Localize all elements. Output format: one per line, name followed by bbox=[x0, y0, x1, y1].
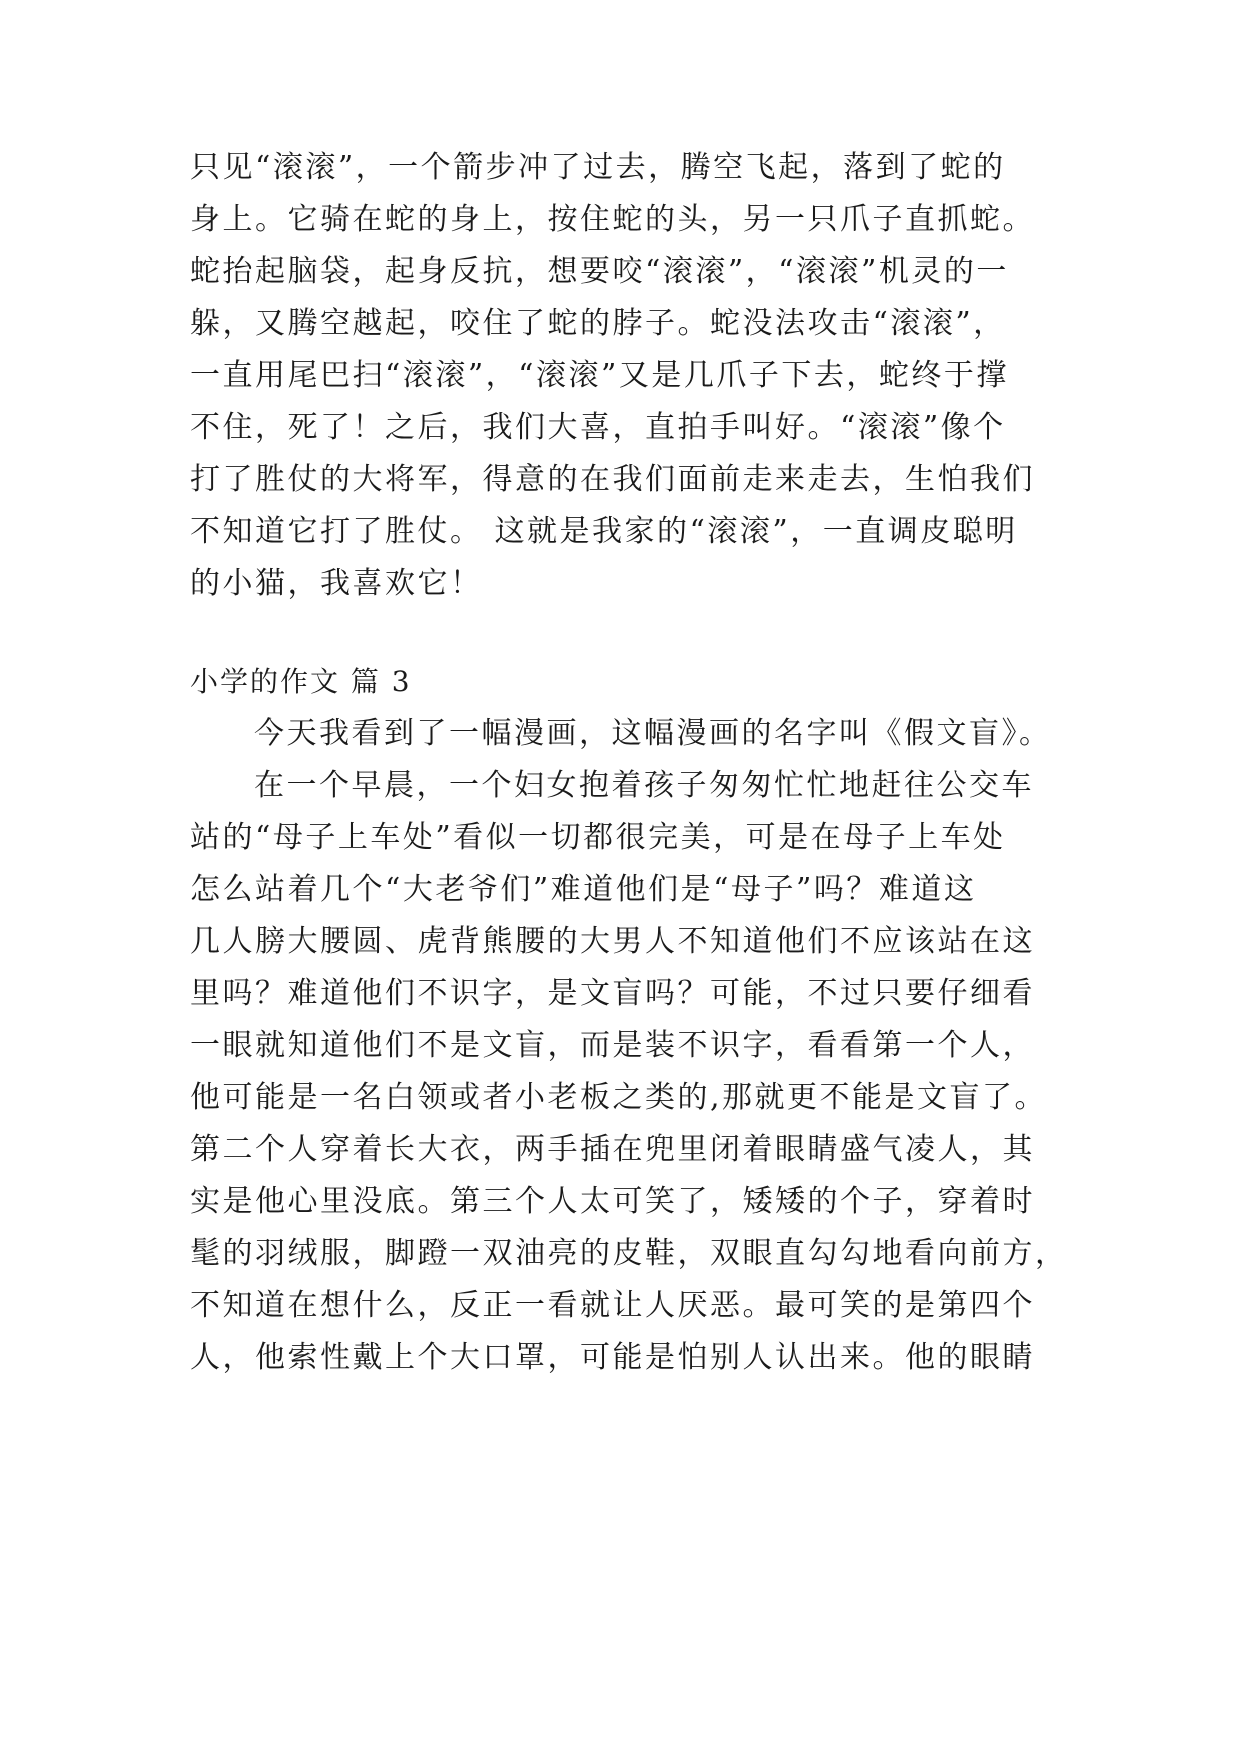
paragraph-line: 不知道在想什么，反正一看就让人厌恶。最可笑的是第四个 bbox=[190, 1288, 1035, 1323]
paragraph-line: 第二个人穿着长大衣，两手插在兜里闭着眼睛盛气凌人，其 bbox=[190, 1132, 1035, 1167]
paragraph-line: 打了胜仗的大将军，得意的在我们面前走来走去，生怕我们 bbox=[190, 462, 1035, 497]
paragraph-line: 髦的羽绒服，脚蹬一双油亮的皮鞋，双眼直勾勾地看向前方， bbox=[190, 1236, 1068, 1271]
paragraph-line: 一眼就知道他们不是文盲，而是装不识字，看看第一个人， bbox=[190, 1028, 1035, 1063]
paragraph-line: 不知道它打了胜仗。 这就是我家的“滚滚”，一直调皮聪明 bbox=[190, 514, 1018, 549]
paragraph-line: 蛇抬起脑袋，起身反抗，想要咬“滚滚”，“滚滚”机灵的一 bbox=[190, 254, 1009, 289]
paragraph-line: 今天我看到了一幅漫画，这幅漫画的名字叫《假文盲》。 bbox=[254, 716, 1052, 751]
paragraph-line: 人，他索性戴上个大口罩，可能是怕别人认出来。他的眼睛 bbox=[190, 1340, 1035, 1375]
paragraph-line: 里吗？难道他们不识字，是文盲吗？可能，不过只要仔细看 bbox=[190, 976, 1035, 1011]
paragraph-line: 站的“母子上车处”看似一切都很完美，可是在母子上车处 bbox=[190, 820, 1006, 855]
paragraph-line: 实是他心里没底。第三个人太可笑了，矮矮的个子，穿着时 bbox=[190, 1184, 1035, 1219]
paragraph-line: 一直用尾巴扫“滚滚”，“滚滚”又是几爪子下去，蛇终于撑 bbox=[190, 358, 1009, 393]
paragraph-line: 在一个早晨，一个妇女抱着孩子匆匆忙忙地赶往公交车 bbox=[254, 768, 1034, 803]
paragraph-line: 几人膀大腰圆、虎背熊腰的大男人不知道他们不应该站在这 bbox=[190, 924, 1035, 959]
paragraph-line: 不住，死了！之后，我们大喜，直拍手叫好。“滚滚”像个 bbox=[190, 410, 1006, 445]
paragraph-line: 他可能是一名白领或者小老板之类的,那就更不能是文盲了。 bbox=[190, 1080, 1048, 1115]
paragraph-line: 身上。它骑在蛇的身上，按住蛇的头，另一只爪子直抓蛇。 bbox=[190, 202, 1035, 237]
paragraph-line: 怎么站着几个“大老爷们”难道他们是“母子”吗？难道这 bbox=[190, 872, 977, 907]
section-heading: 小学的作文 篇 3 bbox=[190, 665, 412, 698]
paragraph-line: 的小猫，我喜欢它！ bbox=[190, 566, 483, 601]
paragraph-line: 只见“滚滚”，一个箭步冲了过去，腾空飞起，落到了蛇的 bbox=[190, 150, 1006, 185]
paragraph-line: 躲，又腾空越起，咬住了蛇的脖子。蛇没法攻击“滚滚”， bbox=[190, 306, 1006, 341]
